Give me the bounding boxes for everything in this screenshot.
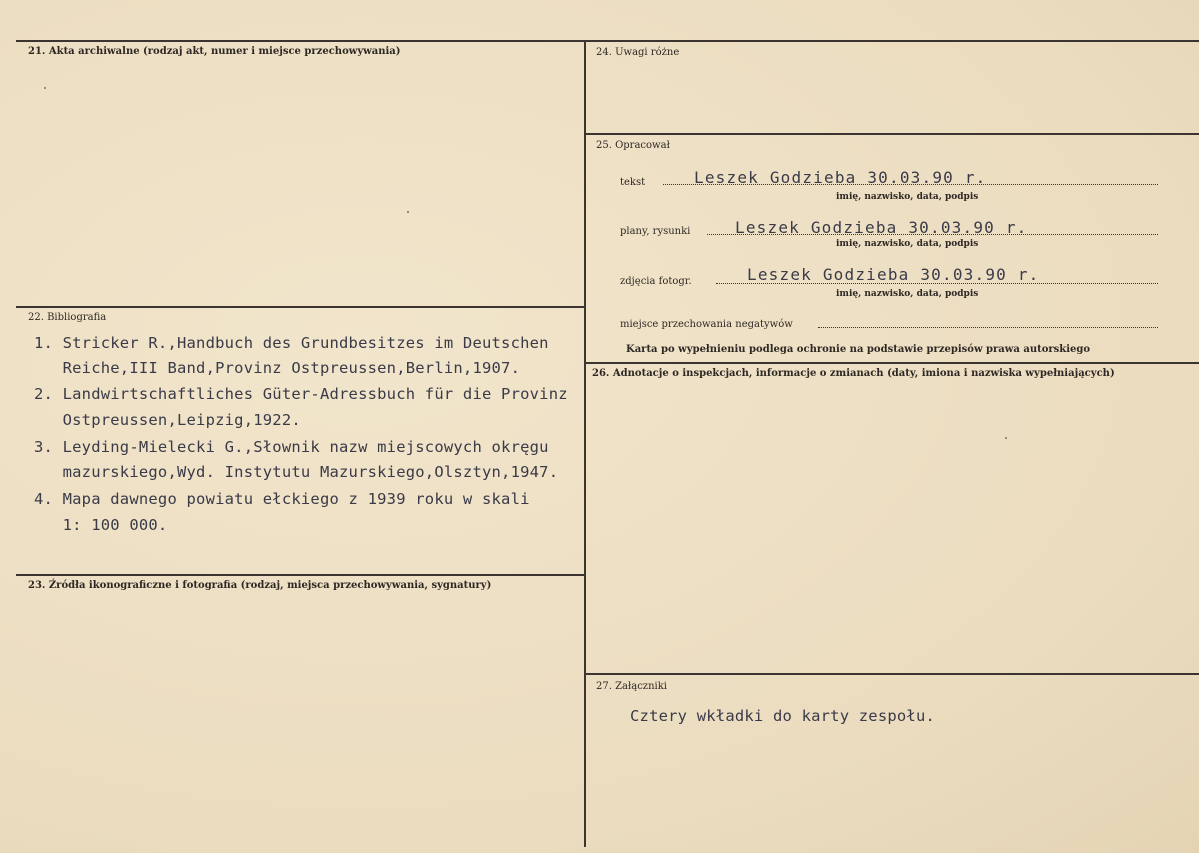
section-23-label: 23. Źródła ikonograficzne i fotografia (rodzaj, miejsca przechowywania, sygnatury) bbox=[28, 580, 492, 591]
copyright-note: Karta po wypełnieniu podlega ochronie na podstawie przepisów prawa autorskiego bbox=[626, 344, 1091, 355]
section-24-label: 24. Uwagi różne bbox=[596, 47, 680, 58]
rule-24-25 bbox=[586, 133, 1199, 135]
top-rule bbox=[16, 40, 1199, 42]
tekst-signature: Leszek Godzieba 30.03.90 r. bbox=[694, 168, 987, 187]
section-27-label: 27. Załączniki bbox=[596, 681, 667, 692]
negatives-label: miejsce przechowania negatywów bbox=[620, 319, 793, 330]
section-21-label: 21. Akta archiwalne (rodzaj akt, numer i miejsce przechowywania) bbox=[28, 46, 401, 57]
bibliography-line: 2. Landwirtschaftliches Güter-Adressbuch für die Provinz bbox=[34, 385, 568, 403]
bibliography-line: Ostpreussen,Leipzig,1922. bbox=[34, 411, 301, 429]
tekst-caption: imię, nazwisko, data, podpis bbox=[836, 192, 979, 202]
bibliography-line: 4. Mapa dawnego powiatu ełckiego z 1939 roku w skali bbox=[34, 490, 530, 508]
section-26-label: 26. Adnotacje o inspekcjach, informacje o zmianach (daty, imiona i nazwiska wypełniających) bbox=[592, 368, 1115, 379]
section-22-label: 22. Bibliografia bbox=[28, 312, 107, 323]
negatives-line bbox=[818, 327, 1158, 328]
section-25-label: 25. Opracował bbox=[596, 140, 670, 151]
paper-speck bbox=[407, 211, 409, 213]
center-divider bbox=[584, 42, 586, 847]
bibliography-line: Reiche,III Band,Provinz Ostpreussen,Berlin,1907. bbox=[34, 359, 521, 377]
bibliography-line: 1. Stricker R.,Handbuch des Grundbesitzes im Deutschen bbox=[34, 334, 549, 352]
rule-25-26 bbox=[586, 362, 1199, 364]
zdjecia-label: zdjęcia fotogr. bbox=[620, 276, 692, 287]
rule-21-22 bbox=[16, 306, 585, 308]
zdjecia-caption: imię, nazwisko, data, podpis bbox=[836, 289, 979, 299]
plany-caption: imię, nazwisko, data, podpis bbox=[836, 239, 979, 249]
bibliography-line: 3. Leyding-Mielecki G.,Słownik nazw miejscowych okręgu bbox=[34, 438, 549, 456]
attachments-text: Cztery wkładki do karty zespołu. bbox=[630, 707, 936, 725]
bibliography-line: 1: 100 000. bbox=[34, 516, 168, 534]
rule-22-23 bbox=[16, 574, 585, 576]
zdjecia-signature: Leszek Godzieba 30.03.90 r. bbox=[747, 265, 1040, 284]
paper-speck bbox=[44, 87, 46, 89]
rule-26-27 bbox=[586, 673, 1199, 675]
plany-label: plany, rysunki bbox=[620, 226, 691, 237]
paper-speck bbox=[1005, 437, 1007, 439]
plany-signature: Leszek Godzieba 30.03.90 r. bbox=[735, 218, 1028, 237]
bibliography-line: mazurskiego,Wyd. Instytutu Mazurskiego,Olsztyn,1947. bbox=[34, 463, 559, 481]
tekst-label: tekst bbox=[620, 177, 646, 188]
